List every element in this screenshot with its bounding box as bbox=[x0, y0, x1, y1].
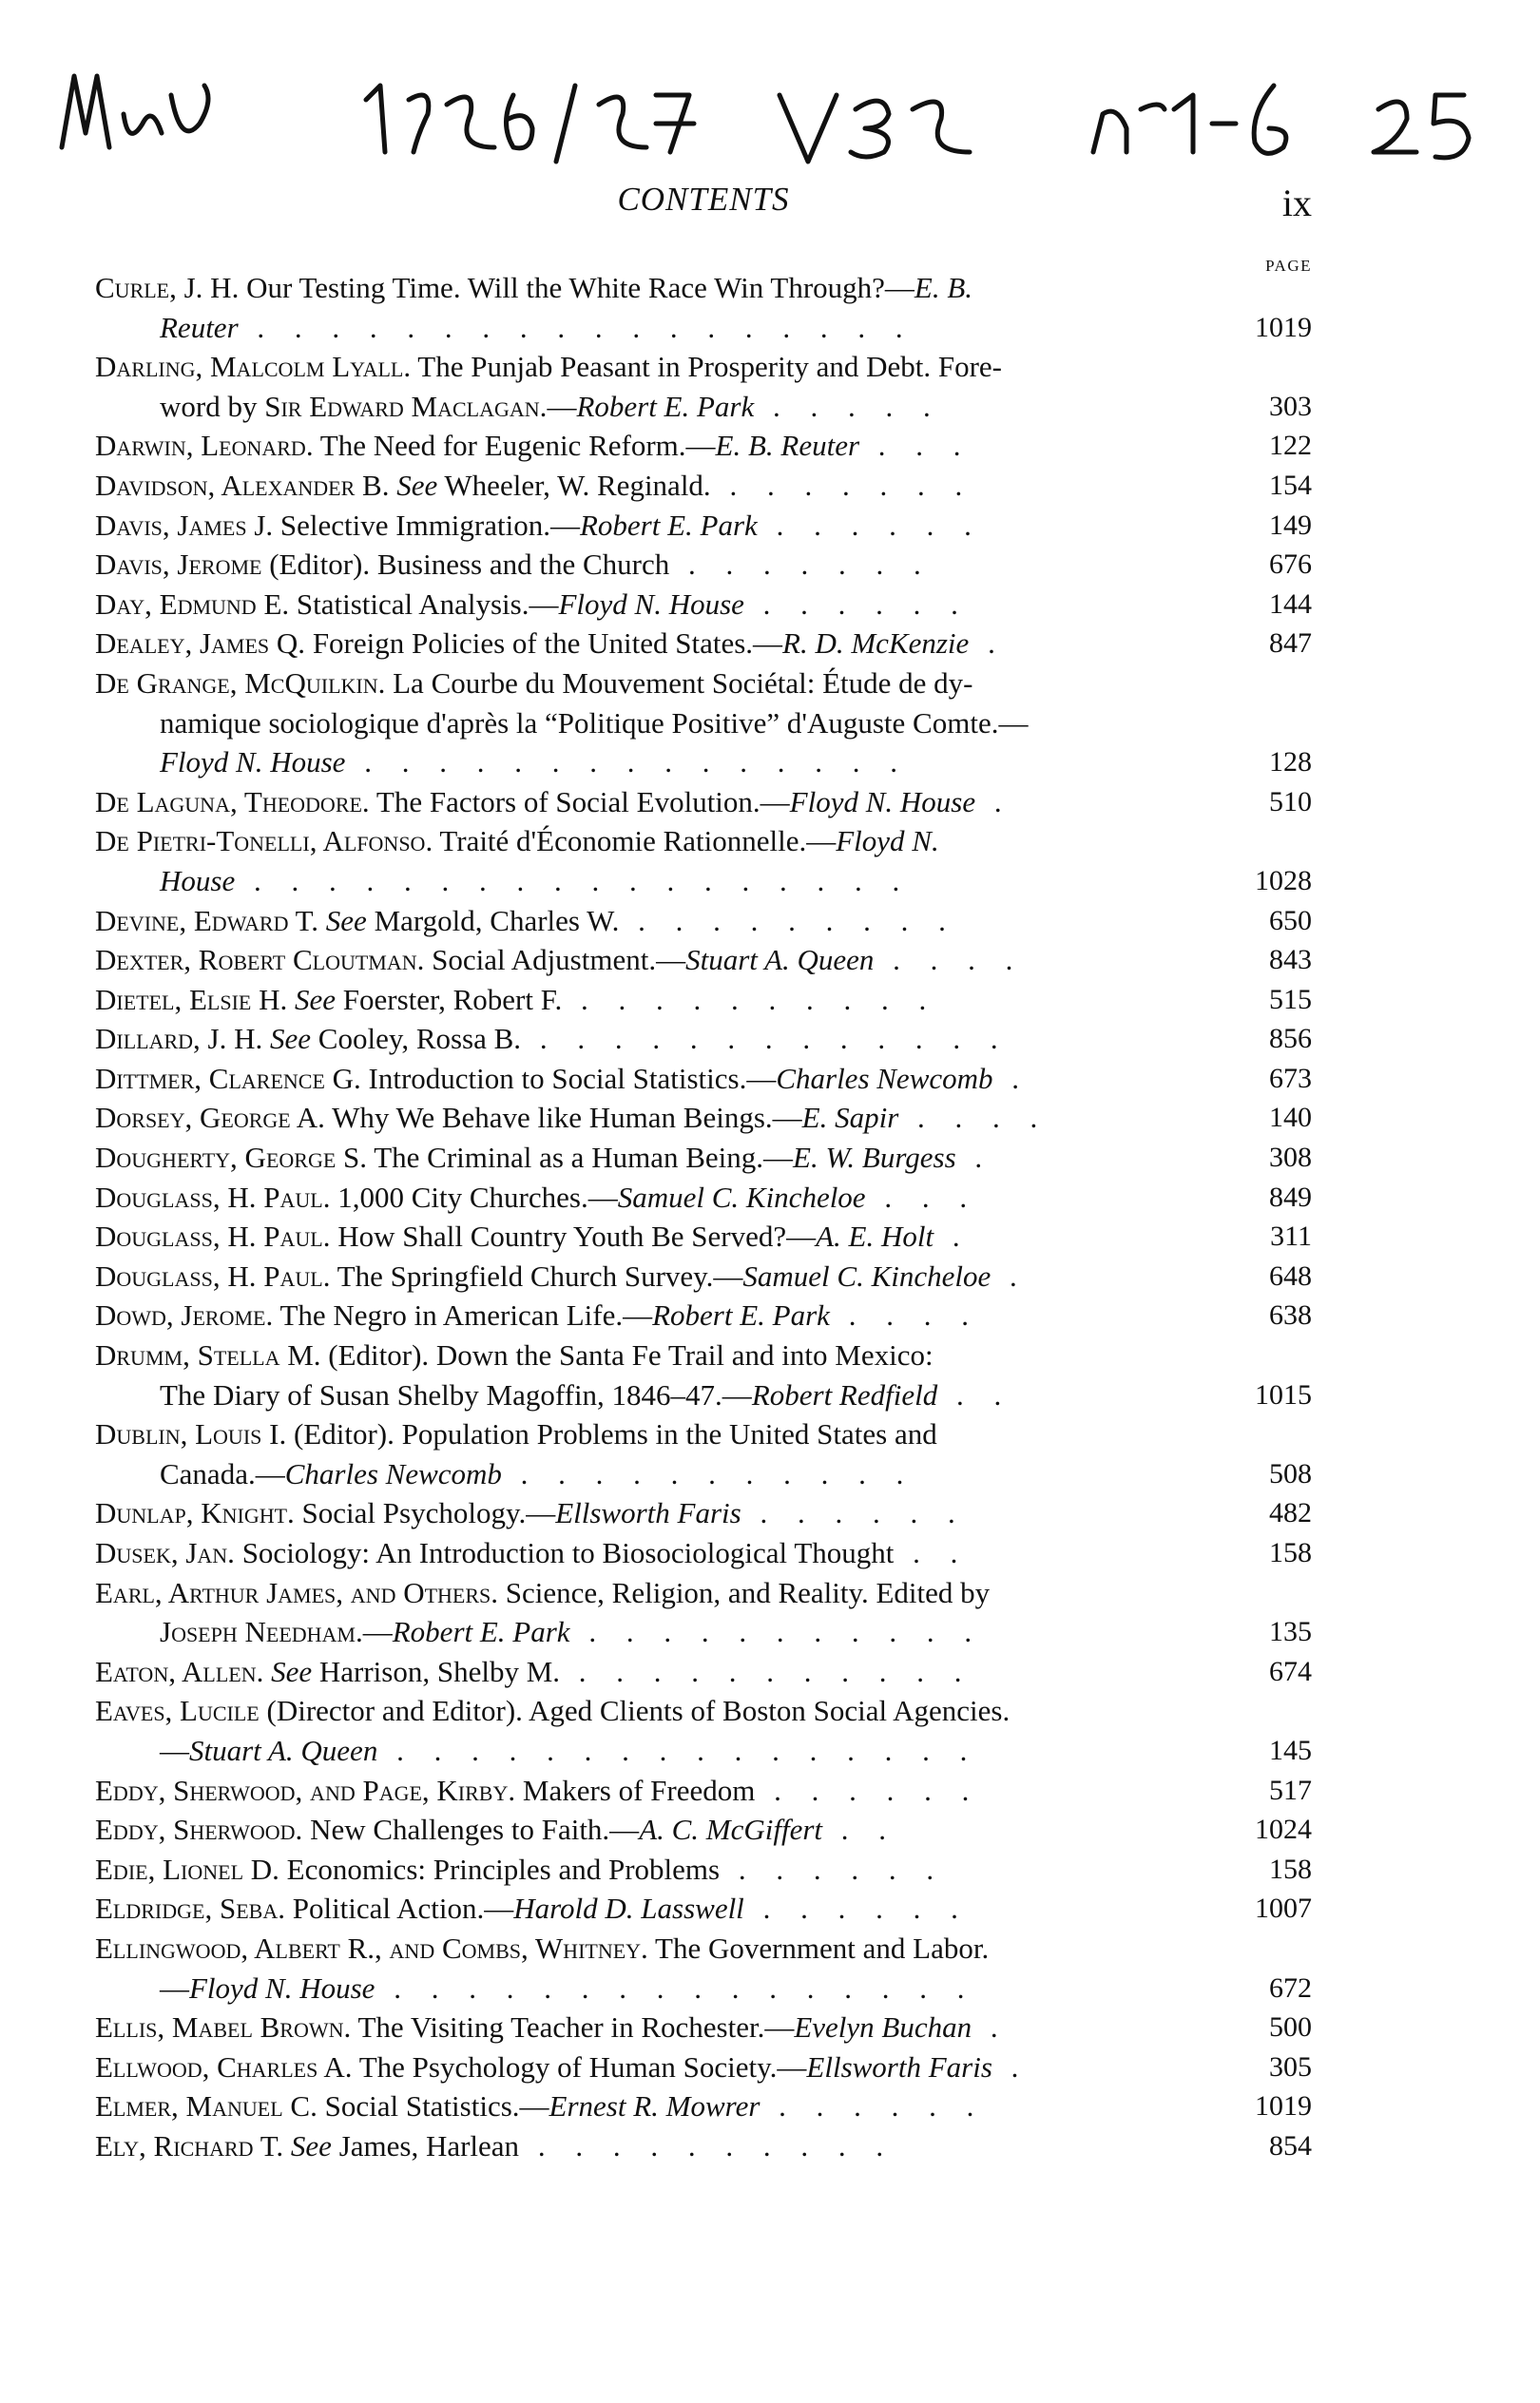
entry-line bbox=[95, 1652, 1312, 1692]
contents-entry bbox=[95, 1414, 1312, 1493]
entry-title: Margold, Charles W. bbox=[366, 903, 620, 937]
entry-dash: — bbox=[547, 389, 577, 423]
entry-line bbox=[95, 1929, 1312, 1969]
entry-line bbox=[95, 1217, 1312, 1257]
entry-reviewer: Charles Newcomb bbox=[776, 1061, 993, 1095]
entry-page-number: 1028 bbox=[1255, 864, 1312, 896]
entry-title: Social Statistics.— bbox=[317, 2089, 549, 2124]
entry-author: Ellingwood, Albert R., and Combs, Whitney. bbox=[95, 1931, 648, 1965]
leader-dots: . . . . bbox=[874, 943, 1025, 977]
entry-reviewer: Robert E. Park bbox=[392, 1615, 570, 1649]
entry-line bbox=[95, 2086, 1312, 2126]
contents-entry bbox=[95, 1019, 1312, 1059]
entry-author: Dorsey, George A. bbox=[95, 1101, 325, 1135]
entry-title: The Psychology of Human Society.— bbox=[352, 2049, 807, 2084]
entry-title: Foerster, Robert F. bbox=[336, 982, 563, 1016]
contents-entry bbox=[95, 347, 1312, 426]
entry-page-number: 847 bbox=[1269, 627, 1312, 660]
contents-entry bbox=[95, 1296, 1312, 1336]
entry-title: Social Adjustment.— bbox=[424, 943, 686, 977]
entry-page-number: 674 bbox=[1269, 1655, 1312, 1687]
leader-dots: . . . . . . . . . . . . . . . bbox=[345, 745, 909, 779]
entry-author: Devine, Edward T. bbox=[95, 903, 319, 937]
entry-page-number: 515 bbox=[1269, 983, 1312, 1015]
entry-title: (Editor). Down the Santa Fe Trail and into Mexico: bbox=[320, 1338, 934, 1373]
entry-line bbox=[95, 1414, 1312, 1454]
entry-line bbox=[95, 308, 1312, 348]
contents-entry bbox=[95, 821, 1312, 900]
contents-entry bbox=[95, 1336, 1312, 1414]
entry-page-number: 128 bbox=[1269, 746, 1312, 779]
entry-title: Harrison, Shelby M. bbox=[312, 1654, 561, 1688]
contents-entry bbox=[95, 545, 1312, 585]
contents-entry bbox=[95, 980, 1312, 1020]
entry-page-number: 510 bbox=[1269, 785, 1312, 817]
entry-title: New Challenges to Faith.— bbox=[302, 1813, 640, 1847]
contents-entry bbox=[95, 466, 1312, 506]
entry-author: De Grange, McQuilkin. bbox=[95, 665, 386, 700]
entry-editor: Sir Edward Maclagan. bbox=[264, 389, 548, 423]
entry-reviewer: Ernest R. Mowrer bbox=[549, 2089, 760, 2124]
entry-reviewer: Floyd N. House bbox=[789, 784, 976, 818]
contents-entry bbox=[95, 1178, 1312, 1218]
entry-title: (Editor). Business and the Church bbox=[261, 548, 670, 582]
entry-title: James, Harlean bbox=[331, 2128, 520, 2163]
contents-entry bbox=[95, 2008, 1312, 2047]
entry-line bbox=[95, 268, 1312, 308]
entry-reviewer: A. E. Holt bbox=[816, 1220, 934, 1254]
leader-dots: . bbox=[955, 1141, 994, 1175]
entry-title: Introduction to Social Statistics.— bbox=[360, 1061, 777, 1095]
entry-author: Drumm, Stella M. bbox=[95, 1338, 321, 1373]
entry-line bbox=[95, 1691, 1312, 1731]
entry-author: Douglass, H. Paul. bbox=[95, 1180, 331, 1214]
entry-author: Dealey, James Q. bbox=[95, 626, 306, 661]
leader-dots: . . . . . . . . . . . . . . . . bbox=[375, 1970, 976, 2005]
leader-dots: . bbox=[991, 1259, 1029, 1293]
contents-entry bbox=[95, 1889, 1312, 1929]
entry-page-number: 140 bbox=[1269, 1102, 1312, 1134]
entry-author: Davis, Jerome bbox=[95, 548, 262, 582]
entry-title: Political Action.— bbox=[284, 1892, 514, 1926]
entry-title: namique sociologique d'après la “Politique Positive” d'Auguste Comte.— bbox=[160, 705, 1029, 740]
entry-title: The Visiting Teacher in Rochester.— bbox=[351, 2010, 795, 2045]
entry-author: Eldridge, Seba. bbox=[95, 1892, 285, 1926]
leader-dots: . . . . . . bbox=[755, 1773, 981, 1807]
entry-reviewer: Floyd N. House bbox=[189, 1970, 375, 2005]
entry-page-number: 672 bbox=[1269, 1971, 1312, 2004]
entry-title: — bbox=[160, 1733, 189, 1767]
contents-entry bbox=[95, 1850, 1312, 1890]
leader-dots: . . . . . bbox=[754, 389, 942, 423]
entry-title: The Negro in American Life.— bbox=[273, 1298, 653, 1333]
entry-title: The Need for Eugenic Reform.— bbox=[313, 429, 716, 463]
entry-title: The Factors of Social Evolution.— bbox=[369, 784, 790, 818]
entry-reviewer: Ellsworth Faris bbox=[555, 1496, 741, 1530]
see-reference: See bbox=[263, 1654, 313, 1688]
page-folio: ix bbox=[1281, 182, 1312, 224]
entry-line bbox=[95, 742, 1312, 782]
running-head-title: CONTENTS bbox=[617, 181, 790, 218]
entry-page-number: 1007 bbox=[1255, 1893, 1312, 1925]
see-reference: See bbox=[389, 468, 438, 502]
leader-dots: . . . . . . . bbox=[669, 548, 933, 582]
entry-title: How Shall Country Youth Be Served?— bbox=[330, 1220, 817, 1254]
entry-line bbox=[95, 1771, 1312, 1811]
leader-dots: . . bbox=[937, 1377, 1013, 1412]
leader-dots: . . . . . . . . . . . . . bbox=[521, 1022, 1010, 1056]
entry-line bbox=[95, 2047, 1312, 2087]
entry-author: De Laguna, Theodore. bbox=[95, 784, 370, 818]
entry-reviewer: Floyd N. House bbox=[558, 586, 744, 621]
entry-author: Curle, J. H. bbox=[95, 271, 240, 304]
entry-line bbox=[95, 1850, 1312, 1890]
entry-line bbox=[95, 1731, 1312, 1771]
contents-entry bbox=[95, 2086, 1312, 2126]
contents-list bbox=[95, 268, 1312, 2166]
entry-page-number: 149 bbox=[1269, 509, 1312, 541]
entry-author: Dexter, Robert Cloutman. bbox=[95, 943, 425, 977]
entry-title: (Director and Editor). Aged Clients of Boston Social Agencies. bbox=[259, 1694, 1011, 1728]
leader-dots: . . . . . . bbox=[757, 508, 983, 542]
entry-line bbox=[95, 1573, 1312, 1613]
entry-line bbox=[95, 703, 1312, 743]
entry-page-number: 311 bbox=[1270, 1221, 1312, 1253]
entry-line bbox=[95, 782, 1312, 822]
leader-dots: . bbox=[992, 1061, 1031, 1095]
entry-line bbox=[95, 426, 1312, 466]
entry-page-number: 508 bbox=[1269, 1457, 1312, 1490]
entry-page-number: 854 bbox=[1269, 2129, 1312, 2162]
leader-dots: . . . . . . . . . . . bbox=[569, 1615, 984, 1649]
entry-reviewer: House bbox=[160, 863, 236, 897]
entry-line bbox=[95, 1969, 1312, 2009]
leader-dots: . . . bbox=[859, 429, 972, 463]
entry-line bbox=[95, 1257, 1312, 1297]
see-reference: See bbox=[262, 1022, 312, 1056]
contents-entry bbox=[95, 2047, 1312, 2087]
entry-reviewer: A. C. McGiffert bbox=[639, 1813, 823, 1847]
entry-reviewer: Harold D. Lasswell bbox=[513, 1892, 744, 1926]
contents-entry bbox=[95, 1533, 1312, 1573]
entry-reviewer: Robert E. Park bbox=[652, 1298, 830, 1333]
entry-author: Dublin, Louis I. bbox=[95, 1417, 287, 1451]
contents-entry bbox=[95, 1257, 1312, 1297]
entry-page-number: 1019 bbox=[1255, 311, 1312, 343]
contents-entry bbox=[95, 663, 1312, 782]
entry-title: Statistical Analysis.— bbox=[289, 586, 559, 621]
contents-entry bbox=[95, 2126, 1312, 2166]
see-reference: See bbox=[283, 2128, 332, 2163]
entry-page-number: 303 bbox=[1269, 390, 1312, 422]
contents-entry bbox=[95, 1652, 1312, 1692]
running-head bbox=[95, 181, 1312, 228]
leader-dots: . . . . bbox=[898, 1101, 1049, 1135]
entry-reviewer: Floyd N. House bbox=[160, 745, 346, 779]
entry-page-number: 308 bbox=[1269, 1142, 1312, 1174]
entry-author: Dunlap, Knight. bbox=[95, 1496, 295, 1530]
entry-author: Davidson, Alexander B. bbox=[95, 468, 390, 502]
contents-entry bbox=[95, 1138, 1312, 1178]
entry-title: (Editor). Population Problems in the United States and bbox=[286, 1417, 937, 1451]
entry-title: Foreign Policies of the United States.— bbox=[305, 626, 783, 661]
entry-title: La Courbe du Mouvement Sociétal: Étude de dy- bbox=[385, 665, 973, 700]
entry-line bbox=[95, 1019, 1312, 1059]
entry-reviewer: Charles Newcomb bbox=[284, 1456, 502, 1490]
entry-page-number: 1019 bbox=[1255, 2090, 1312, 2123]
contents-entry bbox=[95, 506, 1312, 546]
entry-author: Dowd, Jerome. bbox=[95, 1298, 274, 1333]
entry-page-number: 648 bbox=[1269, 1259, 1312, 1292]
leader-dots: . bbox=[975, 784, 1013, 818]
entry-page-number: 144 bbox=[1269, 587, 1312, 620]
contents-entry bbox=[95, 1217, 1312, 1257]
entry-title: Sociology: An Introduction to Biosociological Thought bbox=[234, 1536, 895, 1569]
entry-author: Darwin, Leonard. bbox=[95, 429, 314, 463]
entry-page-number: 517 bbox=[1269, 1774, 1312, 1806]
leader-dots: . . . . . . . . . bbox=[619, 903, 957, 937]
entry-line bbox=[95, 940, 1312, 980]
page-column-label: PAGE bbox=[1265, 257, 1312, 275]
entry-page-number: 673 bbox=[1269, 1062, 1312, 1094]
entry-reviewer: Ellsworth Faris bbox=[806, 2049, 992, 2084]
entry-title: — bbox=[160, 1970, 189, 2005]
entry-line bbox=[95, 1098, 1312, 1138]
entry-reviewer: Floyd N. bbox=[836, 824, 939, 858]
contents-entry bbox=[95, 268, 1312, 347]
entry-page-number: 849 bbox=[1269, 1181, 1312, 1213]
leader-dots: . . . . . . bbox=[720, 1852, 946, 1886]
entry-line bbox=[95, 2008, 1312, 2047]
entry-line bbox=[95, 821, 1312, 861]
entry-reviewer: R. D. McKenzie bbox=[782, 626, 970, 661]
entry-author: Darling, Malcolm Lyall. bbox=[95, 350, 412, 384]
entry-line bbox=[95, 1612, 1312, 1652]
entry-title: Wheeler, W. Reginald. bbox=[437, 468, 711, 502]
entry-reviewer: Reuter bbox=[160, 310, 239, 344]
contents-entry bbox=[95, 901, 1312, 941]
entry-title: Economics: Principles and Problems bbox=[279, 1852, 721, 1886]
entry-title: Traité d'Économie Rationnelle.— bbox=[433, 824, 837, 858]
leader-dots: . . . . . . . . . . . bbox=[560, 1654, 973, 1688]
entry-page-number: 650 bbox=[1269, 904, 1312, 936]
contents-entry bbox=[95, 1929, 1312, 2008]
entry-reviewer: E. B. bbox=[914, 271, 973, 304]
entry-title: The Criminal as a Human Being.— bbox=[367, 1141, 794, 1175]
entry-title: The Punjab Peasant in Prosperity and Debt. Fore- bbox=[411, 350, 1003, 384]
entry-reviewer: Samuel C. Kincheloe bbox=[742, 1259, 991, 1293]
entry-page-number: 154 bbox=[1269, 469, 1312, 501]
leader-dots: . bbox=[972, 2010, 1010, 2045]
leader-dots: . . bbox=[894, 1536, 970, 1569]
entry-page-number: 843 bbox=[1269, 944, 1312, 976]
entry-dash: — bbox=[362, 1615, 393, 1649]
leader-dots: . . . . . . . . . . bbox=[519, 2128, 895, 2163]
entry-reviewer: Robert Redfield bbox=[751, 1377, 938, 1412]
leader-dots: . . . . . . . . . . . . . . . . . . bbox=[238, 310, 914, 344]
entry-reviewer: Robert E. Park bbox=[579, 508, 758, 542]
leader-dots: . . . . . . bbox=[741, 1496, 967, 1530]
entry-page-number: 1024 bbox=[1255, 1814, 1312, 1846]
leader-dots: . . . . . . . . . . bbox=[562, 982, 938, 1016]
contents-entry bbox=[95, 1059, 1312, 1099]
entry-author: Day, Edmund E. bbox=[95, 586, 290, 621]
entry-line bbox=[95, 1375, 1312, 1415]
contents-entry bbox=[95, 782, 1312, 822]
entry-author: Douglass, H. Paul. bbox=[95, 1220, 331, 1254]
entry-page-number: 145 bbox=[1269, 1734, 1312, 1766]
entry-line bbox=[95, 2126, 1312, 2166]
contents-entry bbox=[95, 1771, 1312, 1811]
handwritten-annotation bbox=[57, 57, 1483, 171]
entry-title: Science, Religion, and Reality. Edited by bbox=[498, 1575, 991, 1609]
entry-reviewer: E. B. Reuter bbox=[715, 429, 860, 463]
entry-author: Davis, James J. bbox=[95, 508, 274, 542]
entry-page-number: 856 bbox=[1269, 1023, 1312, 1055]
entry-line bbox=[95, 585, 1312, 625]
entry-line bbox=[95, 1533, 1312, 1573]
entry-title: 1,000 City Churches.— bbox=[330, 1180, 618, 1214]
leader-dots: . . . . . . . . . . . . . . . . bbox=[377, 1733, 979, 1767]
entry-page-number: 638 bbox=[1269, 1299, 1312, 1332]
entry-author: Dusek, Jan. bbox=[95, 1536, 235, 1569]
leader-dots: . . . . . . bbox=[743, 1892, 970, 1926]
see-reference: See bbox=[318, 903, 367, 937]
entry-title: Selective Immigration.— bbox=[273, 508, 580, 542]
entry-page-number: 676 bbox=[1269, 548, 1312, 581]
entry-title: Social Psychology.— bbox=[294, 1496, 556, 1530]
entry-line bbox=[95, 1296, 1312, 1336]
entry-title: The Diary of Susan Shelby Magoffin, 1846–47.— bbox=[160, 1377, 752, 1412]
entry-title: Makers of Freedom bbox=[515, 1773, 756, 1807]
entry-author: Earl, Arthur James, and Others. bbox=[95, 1575, 499, 1609]
entry-line bbox=[95, 1138, 1312, 1178]
entry-page-number: 135 bbox=[1269, 1616, 1312, 1648]
contents-entry bbox=[95, 1493, 1312, 1533]
leader-dots: . bbox=[991, 2049, 1030, 2084]
leader-dots: . . . bbox=[865, 1180, 979, 1214]
entry-author: Dougherty, George S. bbox=[95, 1141, 368, 1175]
entry-reviewer: E. W. Burgess bbox=[793, 1141, 956, 1175]
entry-line bbox=[95, 1493, 1312, 1533]
contents-entry bbox=[95, 624, 1312, 663]
leader-dots: . bbox=[969, 626, 1007, 661]
entry-author: Douglass, H. Paul. bbox=[95, 1259, 331, 1293]
entry-author: Ely, Richard T. bbox=[95, 2128, 284, 2163]
leader-dots: . . . . . . bbox=[760, 2089, 986, 2124]
entry-page-number: 500 bbox=[1269, 2011, 1312, 2044]
entry-line bbox=[95, 545, 1312, 585]
contents-entry bbox=[95, 1573, 1312, 1652]
leader-dots: . bbox=[934, 1220, 972, 1254]
entry-author: De Pietri-Tonelli, Alfonso. bbox=[95, 824, 433, 858]
entry-title: Canada.— bbox=[160, 1456, 285, 1490]
entry-author: Dillard, J. H. bbox=[95, 1022, 263, 1056]
leader-dots: . . . . . . . . . . . . . . . . . . bbox=[235, 863, 912, 897]
entry-author: Elmer, Manuel C. bbox=[95, 2089, 318, 2124]
contents-entry bbox=[95, 1691, 1312, 1770]
entry-line bbox=[95, 624, 1312, 663]
entry-author: Eddy, Sherwood. bbox=[95, 1813, 303, 1847]
entry-author: Eddy, Sherwood, and Page, Kirby. bbox=[95, 1773, 516, 1807]
entry-author: Dietel, Elsie H. bbox=[95, 982, 288, 1016]
entry-title: The Government and Labor. bbox=[647, 1931, 990, 1965]
entry-line bbox=[95, 387, 1312, 427]
see-reference: See bbox=[287, 982, 337, 1016]
entry-line bbox=[95, 1059, 1312, 1099]
contents-entry bbox=[95, 426, 1312, 466]
entry-title: Why We Behave like Human Beings.— bbox=[324, 1101, 802, 1135]
entry-page-number: 482 bbox=[1269, 1497, 1312, 1529]
entry-author: Eaves, Lucile bbox=[95, 1694, 260, 1728]
entry-reviewer: Evelyn Buchan bbox=[794, 2010, 972, 2045]
entry-reviewer: Stuart A. Queen bbox=[685, 943, 875, 977]
leader-dots: . . bbox=[822, 1813, 898, 1847]
entry-author: Ellwood, Charles A. bbox=[95, 2049, 353, 2084]
entry-line bbox=[95, 466, 1312, 506]
entry-author: Edie, Lionel D. bbox=[95, 1852, 279, 1886]
leader-dots: . . . . . . bbox=[743, 586, 970, 621]
entry-author: Dittmer, Clarence G. bbox=[95, 1061, 361, 1095]
entry-page-number: 122 bbox=[1269, 430, 1312, 462]
entry-author: Ellis, Mabel Brown. bbox=[95, 2010, 352, 2045]
handwriting-scribble-icon bbox=[57, 57, 1483, 171]
entry-title: Cooley, Rossa B. bbox=[311, 1022, 522, 1056]
contents-entry bbox=[95, 1810, 1312, 1850]
entry-line bbox=[95, 1454, 1312, 1494]
entry-line bbox=[95, 1336, 1312, 1375]
entry-editor: Joseph Needham. bbox=[160, 1615, 363, 1649]
entry-line bbox=[95, 347, 1312, 387]
entry-line bbox=[95, 861, 1312, 901]
entry-line bbox=[95, 901, 1312, 941]
entry-line bbox=[95, 980, 1312, 1020]
contents-entry bbox=[95, 940, 1312, 980]
entry-reviewer: Stuart A. Queen bbox=[189, 1733, 378, 1767]
leader-dots: . . . . bbox=[829, 1298, 980, 1333]
entry-line bbox=[95, 1889, 1312, 1929]
entry-reviewer: E. Sapir bbox=[801, 1101, 899, 1135]
entry-reviewer: Robert E. Park bbox=[576, 389, 755, 423]
entry-author: Eaton, Allen. bbox=[95, 1654, 264, 1688]
entry-line bbox=[95, 1810, 1312, 1850]
leader-dots: . . . . . . . . . . . bbox=[501, 1456, 915, 1490]
entry-line bbox=[95, 1178, 1312, 1218]
entry-page-number: 305 bbox=[1269, 2050, 1312, 2083]
entry-page-number: 158 bbox=[1269, 1537, 1312, 1568]
entry-title: The Springfield Church Survey.— bbox=[330, 1259, 743, 1293]
contents-entry bbox=[95, 585, 1312, 625]
entry-title: word by bbox=[160, 389, 265, 423]
entry-line bbox=[95, 506, 1312, 546]
leader-dots: . . . . . . . bbox=[710, 468, 974, 502]
contents-entry bbox=[95, 1098, 1312, 1138]
entry-page-number: 158 bbox=[1269, 1853, 1312, 1885]
entry-page-number: 1015 bbox=[1255, 1378, 1312, 1411]
entry-reviewer: Samuel C. Kincheloe bbox=[617, 1180, 866, 1214]
entry-line bbox=[95, 663, 1312, 703]
entry-title: Our Testing Time. Will the White Race Win Through?— bbox=[239, 271, 914, 304]
